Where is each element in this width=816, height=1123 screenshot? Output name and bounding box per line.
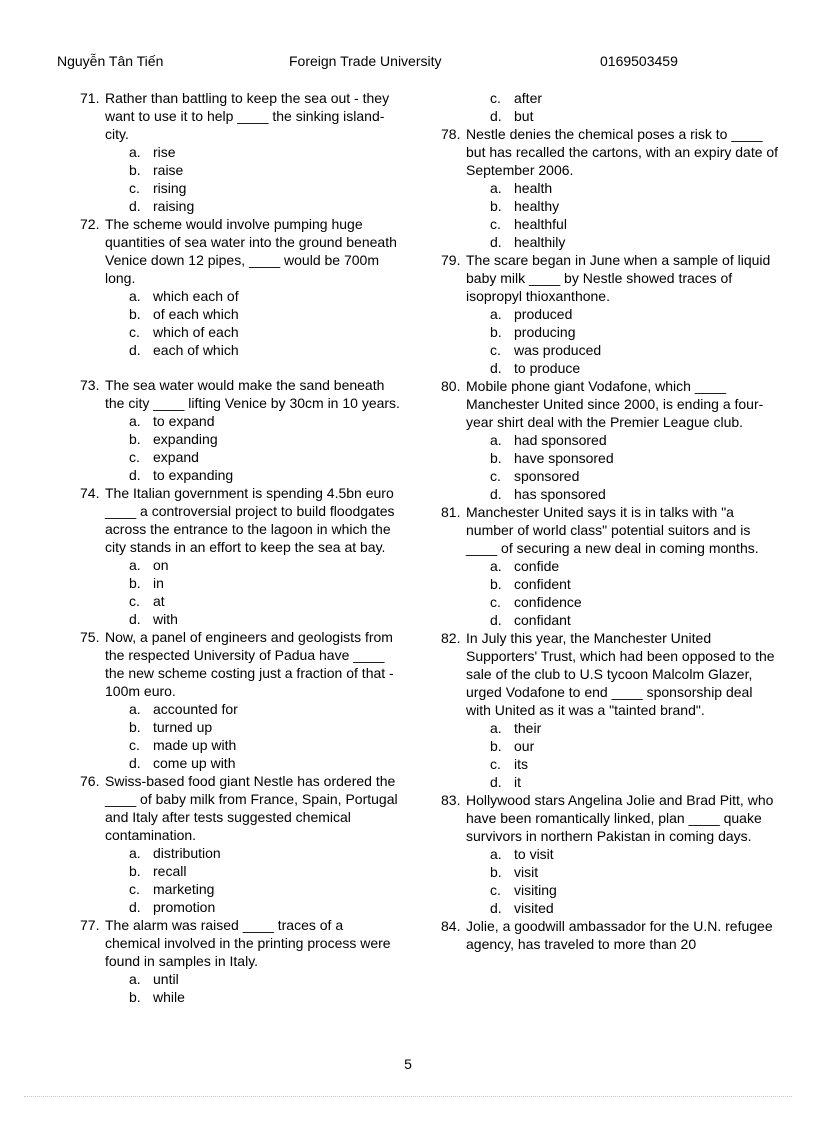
option-letter: a. (490, 846, 502, 862)
option-item (490, 341, 781, 359)
question-text: Now, a panel of engineers and geologists from the respected University of Padua have ____ the new scheme costing just a fraction of that - 100m euro. (105, 629, 394, 699)
option-letter: b. (129, 719, 141, 735)
option-text: visited (514, 900, 554, 916)
option-text: had sponsored (514, 432, 607, 448)
page-header (0, 52, 816, 72)
option-text: accounted for (153, 701, 238, 717)
option-text: confidence (514, 594, 582, 610)
option-text: was produced (514, 342, 602, 358)
option-letter: c. (490, 468, 501, 484)
option-item (129, 718, 400, 736)
question-text: Mobile phone giant Vodafone, which ____ Manchester United since 2000, is ending a four-year shirt deal with the Premier League club. (466, 378, 764, 430)
option-letter: c. (490, 342, 501, 358)
option-list (441, 431, 781, 503)
option-item (490, 719, 781, 737)
question-text: Jolie, a goodwill ambassador for the U.N. refugee agency, has traveled to more than 20 (466, 918, 773, 952)
option-text: rising (153, 180, 187, 196)
option-item (129, 197, 400, 215)
option-item (129, 844, 400, 862)
option-letter: a. (490, 558, 502, 574)
option-item (490, 755, 781, 773)
option-item (490, 737, 781, 755)
option-text: confident (514, 576, 571, 592)
option-item (129, 305, 400, 323)
option-text: health (514, 180, 553, 196)
option-text: distribution (153, 845, 221, 861)
question-number: 72. (80, 216, 100, 232)
option-text: expand (153, 449, 199, 465)
option-letter: b. (129, 306, 141, 322)
option-letter: c. (129, 593, 140, 609)
question-number: 83. (441, 792, 461, 808)
option-letter: d. (129, 342, 141, 358)
option-letter: c. (490, 216, 501, 232)
university-name: Foreign Trade University (289, 53, 442, 69)
question-77 (80, 916, 400, 1006)
option-letter: d. (129, 467, 141, 483)
question-text: The scare began in June when a sample of liquid baby milk ____ by Nestle showed traces of isopropyl thioxanthone. (466, 252, 771, 304)
option-text: expanding (153, 431, 218, 447)
question-82 (441, 629, 781, 791)
page-number: 5 (404, 1056, 412, 1072)
question-text: Rather than battling to keep the sea out - they want to use it to help ____ the sinking island-city. (105, 90, 390, 142)
option-text: which each of (153, 288, 239, 304)
option-text: come up with (153, 755, 236, 771)
option-letter: d. (490, 234, 502, 250)
question-number: 79. (441, 252, 461, 268)
option-item (490, 215, 781, 233)
option-item (490, 557, 781, 575)
option-text: while (153, 989, 185, 1005)
question-text: The scheme would involve pumping huge quantities of sea water into the ground beneath Venice down 12 pipes, ____ would be 700m long. (105, 216, 397, 286)
option-item (490, 485, 781, 503)
option-text: with (153, 611, 178, 627)
question-number: 71. (80, 90, 100, 106)
option-item (490, 881, 781, 899)
option-letter: c. (490, 756, 501, 772)
question-84 (441, 917, 781, 953)
question-79 (441, 251, 781, 377)
option-list-continued (441, 89, 781, 125)
question-number: 82. (441, 630, 461, 646)
option-letter: d. (490, 612, 502, 628)
option-item (490, 107, 781, 125)
option-item (129, 700, 400, 718)
option-letter: d. (490, 774, 502, 790)
option-item (129, 287, 400, 305)
question-text: Nestle denies the chemical poses a risk to ____ but has recalled the cartons, with an expiry date of September 2006. (466, 126, 779, 178)
option-letter: a. (129, 288, 141, 304)
option-item (490, 449, 781, 467)
option-text: their (514, 720, 542, 736)
option-letter: a. (129, 557, 141, 573)
question-number: 84. (441, 918, 461, 934)
option-list (441, 845, 781, 917)
option-text: raising (153, 198, 195, 214)
question-80 (441, 377, 781, 503)
option-letter: b. (490, 576, 502, 592)
option-text: visiting (514, 882, 557, 898)
option-item (490, 845, 781, 863)
option-list (80, 287, 400, 359)
option-text: made up with (153, 737, 237, 753)
option-letter: a. (490, 720, 502, 736)
option-letter: c. (129, 737, 140, 753)
question-text: Swiss-based food giant Nestle has ordered the ____ of baby milk from France, Spain, Portugal and Italy after tests suggested chemical contamination. (105, 773, 398, 843)
option-text: rise (153, 144, 176, 160)
option-list (80, 143, 400, 215)
question-text: Manchester United says it is in talks with "a number of world class" potential suitors and is ____ of securing a new deal in coming months. (466, 504, 759, 556)
option-letter: a. (129, 971, 141, 987)
option-text: marketing (153, 881, 215, 897)
option-letter: d. (490, 900, 502, 916)
option-text: on (153, 557, 169, 573)
option-item (129, 880, 400, 898)
option-text: of each which (153, 306, 239, 322)
option-item (129, 430, 400, 448)
option-text: has sponsored (514, 486, 606, 502)
option-item (129, 592, 400, 610)
question-81 (441, 503, 781, 629)
option-letter: b. (490, 324, 502, 340)
option-letter: c. (490, 90, 501, 106)
option-list (441, 557, 781, 629)
option-text: until (153, 971, 179, 987)
question-text: The sea water would make the sand beneath the city ____ lifting Venice by 30cm in 10 years. (105, 377, 400, 411)
option-item (490, 89, 781, 107)
option-letter: d. (129, 899, 141, 915)
option-letter: c. (129, 449, 140, 465)
option-item (490, 593, 781, 611)
question-74 (80, 484, 400, 628)
option-text: its (514, 756, 528, 772)
option-item (490, 197, 781, 215)
option-letter: c. (129, 881, 140, 897)
option-text: which of each (153, 324, 239, 340)
option-item (129, 179, 400, 197)
option-letter: b. (490, 450, 502, 466)
question-text: Hollywood stars Angelina Jolie and Brad Pitt, who have been romantically linked, plan ____ quake survivors in northern Pakistan in coming days. (466, 792, 774, 844)
option-letter: a. (129, 413, 141, 429)
option-item (129, 556, 400, 574)
option-text: to produce (514, 360, 581, 376)
option-item (129, 898, 400, 916)
question-75 (80, 628, 400, 772)
question-78 (441, 125, 781, 251)
option-text: turned up (153, 719, 213, 735)
option-item (129, 988, 400, 1006)
option-text: healthful (514, 216, 567, 232)
question-text: The alarm was raised ____ traces of a chemical involved in the printing process were found in samples in Italy. (105, 917, 391, 969)
option-item (490, 359, 781, 377)
option-item (490, 611, 781, 629)
option-text: confidant (514, 612, 571, 628)
question-number: 81. (441, 504, 461, 520)
option-letter: d. (129, 198, 141, 214)
option-list (441, 719, 781, 791)
spacer (80, 359, 400, 376)
option-letter: b. (129, 162, 141, 178)
option-letter: a. (129, 701, 141, 717)
option-text: each of which (153, 342, 239, 358)
question-number: 76. (80, 773, 100, 789)
question-73 (80, 376, 400, 484)
option-item (129, 466, 400, 484)
option-list (80, 844, 400, 916)
option-list (80, 556, 400, 628)
option-text: visit (514, 864, 539, 880)
option-list (80, 412, 400, 484)
option-item (129, 736, 400, 754)
option-letter: c. (129, 324, 140, 340)
option-list (80, 970, 400, 1006)
option-letter: b. (129, 575, 141, 591)
option-text: produced (514, 306, 573, 322)
phone-number: 0169503459 (600, 53, 678, 69)
option-text: but (514, 108, 534, 124)
option-item (129, 610, 400, 628)
option-item (129, 574, 400, 592)
question-76 (80, 772, 400, 916)
option-letter: a. (129, 845, 141, 861)
option-text: to expand (153, 413, 215, 429)
option-letter: d. (129, 755, 141, 771)
left-column (80, 89, 400, 1006)
author-name: Nguyễn Tân Tiến (57, 53, 164, 69)
option-item (490, 575, 781, 593)
option-item (490, 467, 781, 485)
option-letter: b. (490, 738, 502, 754)
option-item (490, 305, 781, 323)
option-letter: d. (490, 360, 502, 376)
option-letter: a. (490, 180, 502, 196)
option-item (129, 323, 400, 341)
option-letter: c. (490, 882, 501, 898)
question-number: 78. (441, 126, 461, 142)
option-letter: b. (490, 198, 502, 214)
option-item (490, 323, 781, 341)
option-item (129, 862, 400, 880)
question-number: 80. (441, 378, 461, 394)
option-text: healthily (514, 234, 566, 250)
option-item (129, 412, 400, 430)
question-number: 75. (80, 629, 100, 645)
option-letter: d. (490, 486, 502, 502)
option-text: after (514, 90, 543, 106)
question-text: In July this year, the Manchester United Supporters' Trust, which had been opposed to the sale of the club to U.S tycoon Malcolm Glazer, urged Vodafone to end ____ sponsorship deal with United as it was a "tainted brand". (466, 630, 775, 718)
option-text: raise (153, 162, 184, 178)
option-text: promotion (153, 899, 216, 915)
option-list (80, 700, 400, 772)
page-bottom-divider (24, 1096, 792, 1097)
question-number: 73. (80, 377, 100, 393)
question-text: The Italian government is spending 4.5bn euro ____ a controversial project to build floodgates across the entrance to the lagoon in which the city stands in an effort to keep the sea at bay. (105, 485, 395, 555)
option-letter: c. (490, 594, 501, 610)
option-item (129, 448, 400, 466)
option-item (129, 754, 400, 772)
option-text: producing (514, 324, 576, 340)
question-83 (441, 791, 781, 917)
question-71 (80, 89, 400, 215)
option-text: in (153, 575, 164, 591)
option-letter: b. (129, 431, 141, 447)
option-item (129, 341, 400, 359)
option-text: recall (153, 863, 187, 879)
option-item (490, 773, 781, 791)
option-letter: d. (129, 611, 141, 627)
option-letter: a. (129, 144, 141, 160)
option-text: to visit (514, 846, 554, 862)
option-text: have sponsored (514, 450, 614, 466)
question-number: 74. (80, 485, 100, 501)
option-item (129, 143, 400, 161)
option-text: sponsored (514, 468, 580, 484)
option-letter: b. (129, 989, 141, 1005)
option-text: our (514, 738, 535, 754)
option-text: to expanding (153, 467, 234, 483)
option-letter: b. (129, 863, 141, 879)
option-text: at (153, 593, 165, 609)
right-column (441, 89, 781, 953)
option-item (490, 899, 781, 917)
option-letter: a. (490, 432, 502, 448)
option-item (129, 970, 400, 988)
option-letter: d. (490, 108, 502, 124)
option-list (441, 305, 781, 377)
option-letter: a. (490, 306, 502, 322)
option-item (490, 431, 781, 449)
option-item (129, 161, 400, 179)
option-letter: b. (490, 864, 502, 880)
option-item (490, 863, 781, 881)
option-item (490, 179, 781, 197)
question-number: 77. (80, 917, 100, 933)
option-text: it (514, 774, 521, 790)
option-text: confide (514, 558, 560, 574)
option-text: healthy (514, 198, 560, 214)
option-list (441, 179, 781, 251)
question-72 (80, 215, 400, 376)
option-item (490, 233, 781, 251)
option-letter: c. (129, 180, 140, 196)
